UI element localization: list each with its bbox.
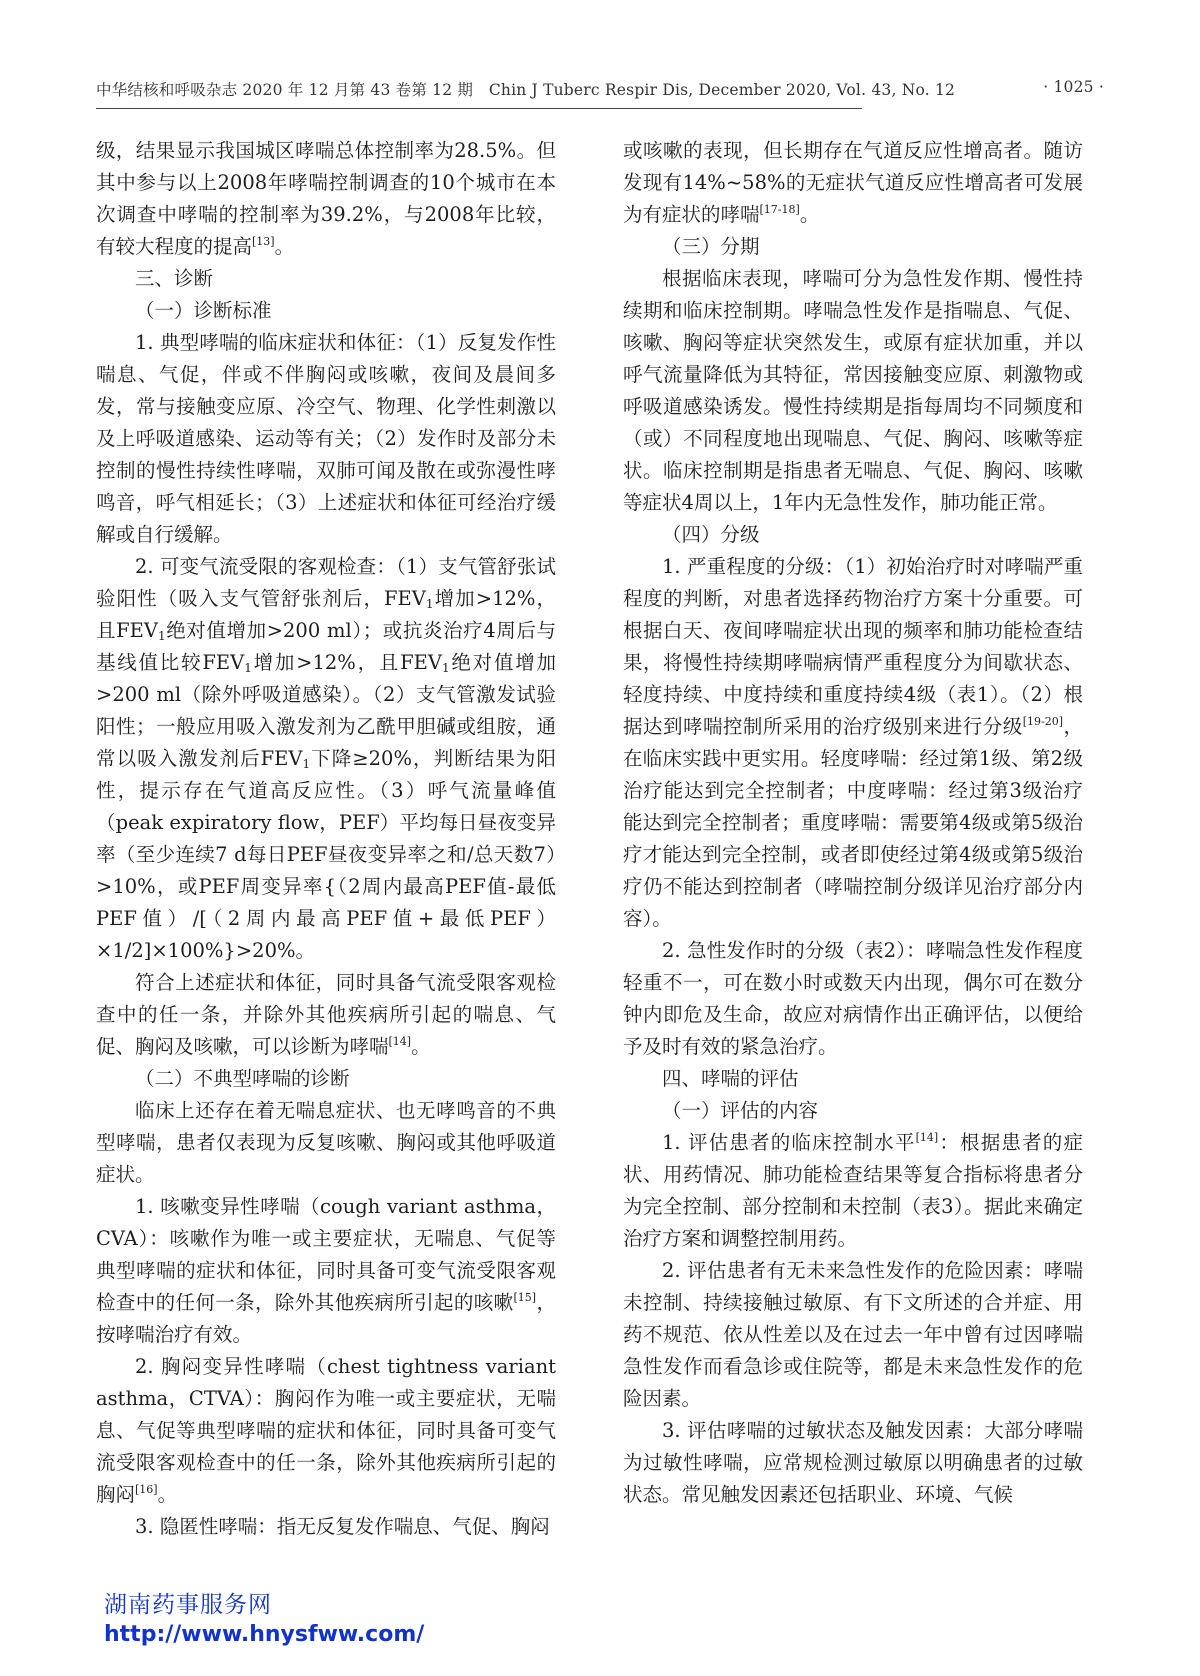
paragraph: 2. 评估患者有无未来急性发作的危险因素：哮喘未控制、持续接触过敏原、有下文所述的合并症、用药不规范、依从性差以及在过去一年中曾有过因哮喘急性发作而看急诊或住院等，都是未来急性发作的危险因素。 [623,1259,1083,1410]
subsection-heading: （二）不典型哮喘的诊断 [135,1067,350,1090]
citation[interactable]: [14] [388,1035,412,1048]
right-column [623,135,1083,1511]
section-heading: 三、诊断 [135,267,214,290]
site-watermark [104,1590,424,1650]
citation[interactable]: [14] [915,1131,939,1144]
paragraph: 1. 严重程度的分级：（1）初始治疗时对哮喘严重程度的判断，对患者选择药物治疗方案十分重要。可根据白天、夜间哮喘症状出现的频率和肺功能检查结果，将慢性持续期哮喘病情严重程度分为间歇状态、轻度持续、中度持续和重度持续4级（表1）。（2）根据达到哮喘控制所采用的治疗级别来进行分级[19-20]，在临床实践中更实用。轻度哮喘：经过第1级、第2级治疗能达到完全控制者；中度哮喘：经过第3级治疗能达到完全控制者；重度哮喘：需要第4级或第5级治疗才能达到完全控制，或者即使经过第4级或第5级治疗仍不能达到控制者（哮喘控制分级详见治疗部分内容）。 [623,555,1083,930]
paragraph: 2. 可变气流受限的客观检查：（1）支气管舒张试验阳性（吸入支气管舒张剂后，$FEV_1$增加>12%，且$FEV_1$绝对值增加>200 ml）；或抗炎治疗4周后与基线值比较$FEV_1$增加>12%，且$FEV_1$绝对值增加>200 ml（除外呼吸道感染）。（2）支气管激发试验阳性；一般应用吸入激发剂为乙酰甲胆碱或组胺，通常以吸入激发剂后$FEV_1$下降≥20%，判断结果为阳性，提示存在气道高反应性。（3）呼气流量峰值（peak expiratory flow，PEF）平均每日昼夜变异率（至少连续7 d每日PEF昼夜变异率之和/总天数7）>10%，或PEF周变异率{（2周内最高PEF值-最低PEF值）/[（2周内最高PEF值+最低PEF）×1/2]×100%}>20%。 [96,555,556,962]
watermark-site-name: 湖南药事服务网 [104,1592,272,1618]
page-number: · 1025 · [1043,78,1104,96]
citation[interactable]: [15] [513,1291,537,1304]
paragraph: 1. 评估患者的临床控制水平[14]：根据患者的症状、用药情况、肺功能检查结果等复合指标将患者分为完全控制、部分控制和未控制（表3）。据此来确定治疗方案和调整控制用药。 [623,1131,1083,1250]
paragraph: 根据临床表现，哮喘可分为急性发作期、慢性持续期和临床控制期。哮喘急性发作是指喘息、气促、咳嗽、胸闷等症状突然发生，或原有症状加重，并以呼气流量降低为其特征，常因接触变应原、刺激物或呼吸道感染诱发。慢性持续期是指每周均不同频度和（或）不同程度地出现喘息、气促、胸闷、咳嗽等症状。临床控制期是指患者无喘息、气促、胸闷、咳嗽等症状4周以上，1年内无急性发作，肺功能正常。 [623,267,1083,514]
header-rule [96,108,862,109]
paragraph: 1. 咳嗽变异性哮喘（cough variant asthma，CVA）：咳嗽作为唯一或主要症状，无喘息、气促等典型哮喘的症状和体征，同时具备可变气流受限客观检查中的任何一条，除外其他疾病所引起的咳嗽[15]，按哮喘治疗有效。 [96,1195,556,1346]
section-heading: 四、哮喘的评估 [662,1067,799,1090]
paragraph: 2. 急性发作时的分级（表2）：哮喘急性发作程度轻重不一，可在数小时或数天内出现，偶尔可在数分钟内即危及生命，故应对病情作出正确评估，以便给予及时有效的紧急治疗。 [623,939,1083,1058]
citation[interactable]: [13] [252,235,275,248]
paragraph: 级，结果显示我国城区哮喘总体控制率为28.5%。但其中参与以上2008年哮喘控制调查的10个城市在本次调查中哮喘的控制率为39.2%，与2008年比较，有较大程度的提高[13]。 [96,139,556,258]
paragraph: 3. 隐匿性哮喘：指无反复发作喘息、气促、胸闷 [135,1515,550,1538]
paragraph: 3. 评估哮喘的过敏状态及触发因素：大部分哮喘为过敏性哮喘，应常规检测过敏原以明确患者的过敏状态。常见触发因素还包括职业、环境、气候 [623,1419,1083,1506]
subsection-heading: （一）评估的内容 [662,1099,819,1122]
paragraph: 或咳嗽的表现，但长期存在气道反应性增高者。随访发现有14%~58%的无症状气道反应性增高者可发展为有症状的哮喘[17-18]。 [623,139,1083,226]
running-header [96,78,1104,104]
paragraph: 符合上述症状和体征，同时具备气流受限客观检查中的任一条，并除外其他疾病所引起的喘息、气促、胸闷及咳嗽，可以诊断为哮喘[14]。 [96,971,556,1058]
citation[interactable]: [19-20] [1022,715,1063,728]
subsection-heading: （一）诊断标准 [135,299,272,322]
subsection-heading: （三）分期 [662,235,760,258]
subsection-heading: （四）分级 [662,523,760,546]
paragraph: 2. 胸闷变异性哮喘（chest tightness variant asthma，CTVA）：胸闷作为唯一或主要症状，无喘息、气促等典型哮喘的症状和体征，同时具备可变气流受限客观检查中的任一条，除外其他疾病所引起的胸闷[16]。 [96,1355,556,1506]
left-column [96,135,556,1543]
citation[interactable]: [16] [135,1483,158,1496]
paragraph: 临床上还存在着无喘息症状、也无哮鸣音的不典型哮喘，患者仅表现为反复咳嗽、胸闷或其他呼吸道症状。 [96,1099,556,1186]
citation[interactable]: [17-18] [759,203,800,216]
journal-citation: 中华结核和呼吸杂志 2020 年 12 月第 43 卷第 12 期 Chin J Tuberc Respir Dis, December 2020, Vol. 43, No. 12 [96,81,956,99]
watermark-url[interactable]: http://www.hnysfww.com/ [104,1622,425,1647]
paragraph: 1. 典型哮喘的临床症状和体征：（1）反复发作性喘息、气促，伴或不伴胸闷或咳嗽，夜间及晨间多发，常与接触变应原、冷空气、物理、化学性刺激以及上呼吸道感染、运动等有关；（2）发作时及部分未控制的慢性持续性哮喘，双肺可闻及散在或弥漫性哮鸣音，呼气相延长；（3）上述症状和体征可经治疗缓解或自行缓解。 [96,331,556,546]
